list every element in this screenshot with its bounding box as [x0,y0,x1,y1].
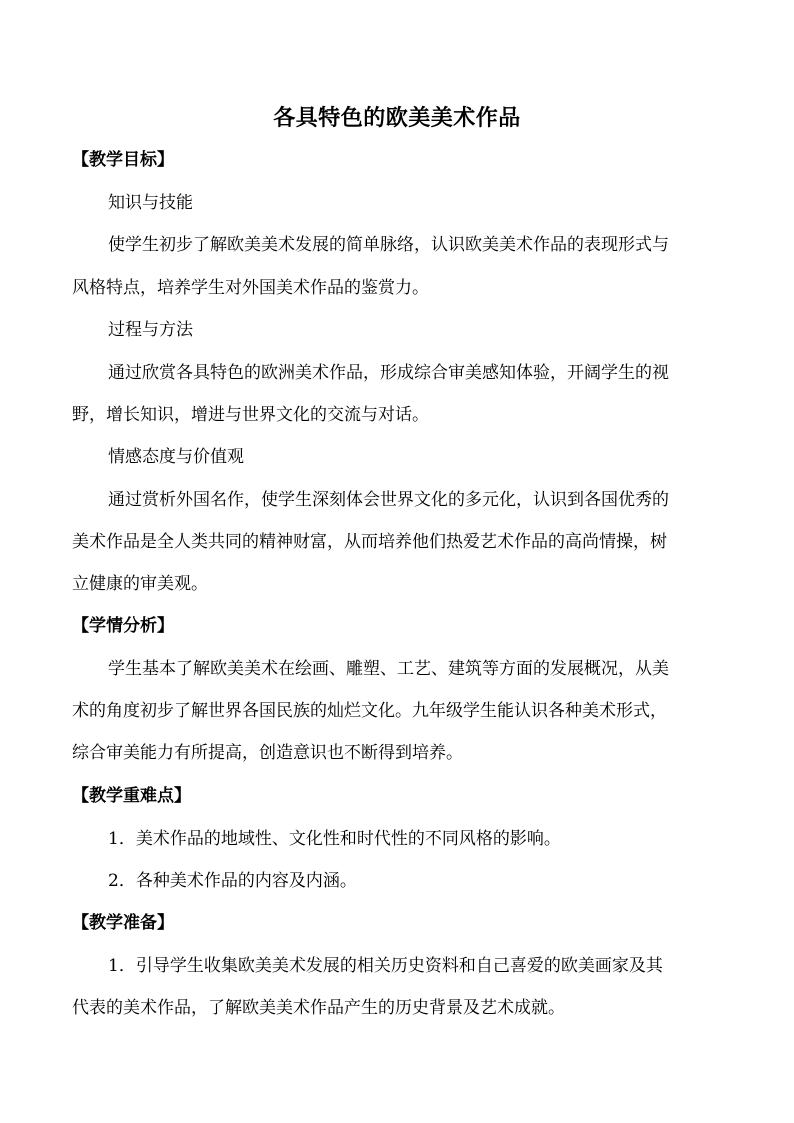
section-heading-difficulties: 【教学重难点】 [72,786,191,806]
subheading-emotion: 情感态度与价值观 [108,447,244,467]
paragraph-line: 通过赏析外国名作，使学生深刻体会世界文化的多元化，认识到各国优秀的 [108,490,669,510]
subheading-process: 过程与方法 [108,320,193,340]
section-heading-analysis: 【学情分析】 [72,616,174,636]
subheading-knowledge: 知识与技能 [108,193,193,213]
paragraph-line: 美术作品是全人类共同的精神财富，从而培养他们热爱艺术作品的高尚情操，树 [72,532,667,552]
paragraph-line: 野，增长知识，增进与世界文化的交流与对话。 [72,405,429,425]
list-item: 1．引导学生收集欧美美术发展的相关历史资料和自己喜爱的欧美画家及其 [108,956,663,976]
page-title: 各具特色的欧美美术作品 [273,105,521,131]
paragraph-line: 通过欣赏各具特色的欧洲美术作品，形成综合审美感知体验，开阔学生的视 [108,363,669,383]
section-heading-goals: 【教学目标】 [72,150,174,170]
paragraph-line: 使学生初步了解欧美美术发展的简单脉络，认识欧美美术作品的表现形式与 [108,235,669,255]
paragraph-line: 风格特点，培养学生对外国美术作品的鉴赏力。 [72,278,429,298]
section-heading-preparation: 【教学准备】 [72,913,174,933]
paragraph-line: 代表的美术作品，了解欧美美术作品产生的历史背景及艺术成就。 [72,998,565,1018]
list-item: 1．美术作品的地域性、文化性和时代性的不同风格的影响。 [108,829,561,849]
paragraph-line: 术的角度初步了解世界各国民族的灿烂文化。九年级学生能认识各种美术形式， [72,701,667,721]
list-item: 2．各种美术作品的内容及内涵。 [108,871,357,891]
paragraph-line: 综合审美能力有所提高，创造意识也不断得到培养。 [72,743,463,763]
paragraph-line: 立健康的审美观。 [72,574,208,594]
paragraph-line: 学生基本了解欧美美术在绘画、雕塑、工艺、建筑等方面的发展概况，从美 [108,659,669,679]
